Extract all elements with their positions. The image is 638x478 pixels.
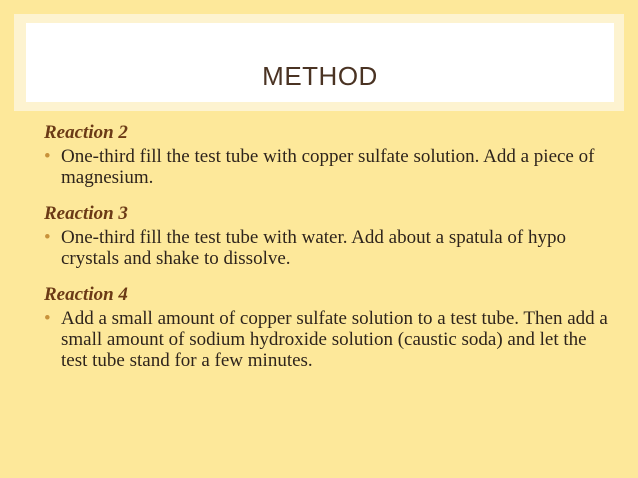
slide-content [44,122,614,386]
bullet-item [44,227,614,269]
section-heading: Reaction 3 [44,203,128,224]
bullet-icon: • [44,146,51,167]
bullet-icon: • [44,227,51,248]
bullet-text: Add a small amount of copper sulfate solution to a test tube. Then add a small amount of sodium hydroxide solution (caustic soda) and let the test tube stand for a few minutes. [61,308,608,371]
section-reaction-4 [44,284,614,371]
section-heading: Reaction 4 [44,284,128,305]
section-reaction-2 [44,122,614,188]
bullet-item [44,146,614,188]
bullet-item [44,308,614,371]
section-heading: Reaction 2 [44,122,128,143]
bullet-icon: • [44,308,51,329]
slide-title: METHOD [262,61,378,91]
title-band [14,14,624,111]
section-reaction-3 [44,203,614,269]
title-box [26,23,614,102]
bullet-text: One-third fill the test tube with copper sulfate solution. Add a piece of magnesium. [61,146,595,188]
bullet-text: One-third fill the test tube with water. Add about a spatula of hypo crystals and shake to dissolve. [61,227,566,269]
